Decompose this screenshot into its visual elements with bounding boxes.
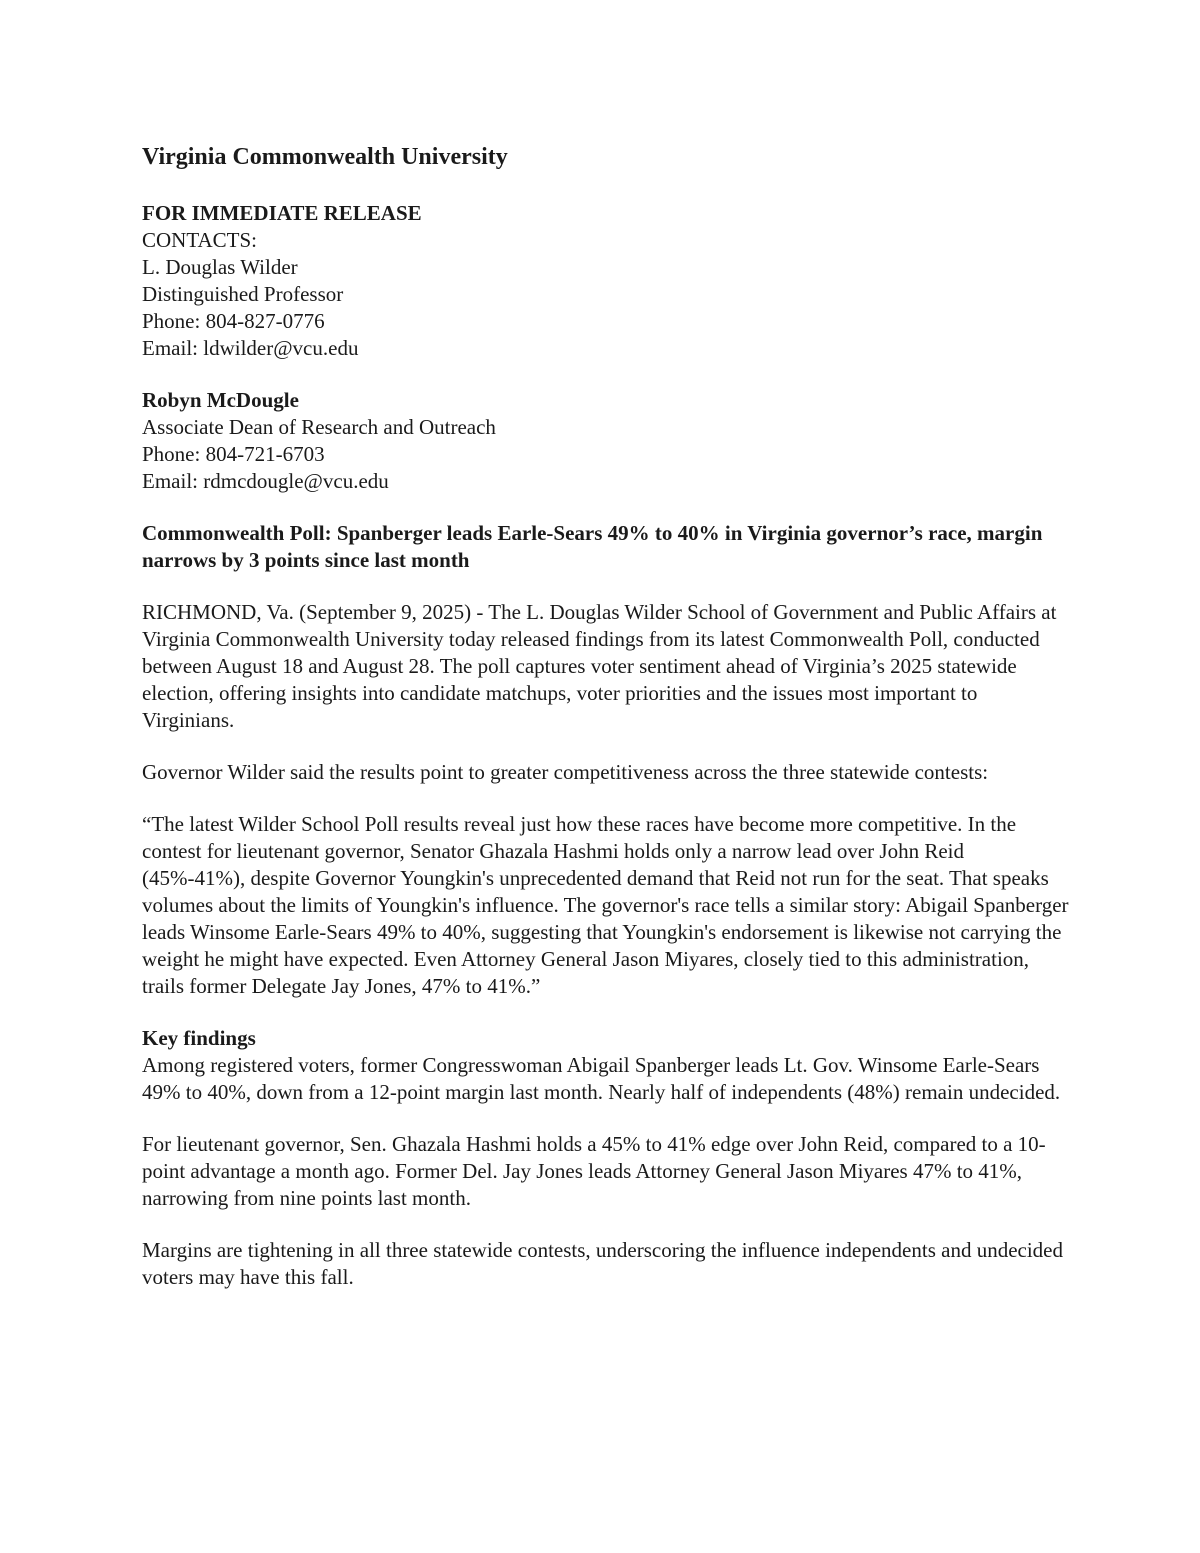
- body-paragraph: RICHMOND, Va. (September 9, 2025) - The L. Douglas Wilder School of Government and Public Affairs at Virginia Commonwealth University today released findings from its latest Commonwealth Poll, conducted between August 18 and August 28. The poll captures voter sentiment ahead of Virginia’s 2025 statewide election, offering insights into candidate matchups, voter priorities and the issues most important to Virginians.: [142, 600, 1057, 732]
- press-release-page: [142, 140, 1072, 1316]
- key-findings-heading: Key findings: [142, 1026, 256, 1050]
- second-contact-block: [142, 387, 1072, 495]
- key-findings-section: [142, 1025, 1072, 1106]
- contact-email: Email: ldwilder@vcu.edu: [142, 336, 359, 360]
- organization-name: Virginia Commonwealth University: [142, 144, 508, 170]
- contact-name: Robyn McDougle: [142, 388, 299, 412]
- key-finding-paragraph: For lieutenant governor, Sen. Ghazala Hashmi holds a 45% to 41% edge over John Reid, compared to a 10-point advantage a month ago. Former Del. Jay Jones leads Attorney General Jason Miyares 47% to 41%, narrowing from nine points last month.: [142, 1132, 1046, 1210]
- contact-title: Associate Dean of Research and Outreach: [142, 415, 496, 439]
- release-label: FOR IMMEDIATE RELEASE: [142, 201, 422, 225]
- headline: Commonwealth Poll: Spanberger leads Earle-Sears 49% to 40% in Virginia governor’s race, margin narrows by 3 points since last month: [142, 521, 1043, 572]
- contact-phone: Phone: 804-827-0776: [142, 309, 325, 333]
- key-finding-paragraph: Margins are tightening in all three statewide contests, underscoring the influence independents and undecided voters may have this fall.: [142, 1238, 1063, 1289]
- quote-paragraph: “The latest Wilder School Poll results reveal just how these races have become more competitive. In the contest for lieutenant governor, Senator Ghazala Hashmi holds only a narrow lead over John Reid (45%-41%), despite Governor Youngkin's unprecedented demand that Reid not run for the seat. That speaks volumes about the limits of Youngkin's influence. The governor's race tells a similar story: Abigail Spanberger leads Winsome Earle-Sears 49% to 40%, suggesting that Youngkin's endorsement is likewise not carrying the weight he might have expected. Even Attorney General Jason Miyares, closely tied to this administration, trails former Delegate Jay Jones, 47% to 41%.”: [142, 812, 1069, 998]
- contact-email: Email: rdmcdougle@vcu.edu: [142, 469, 389, 493]
- contact-phone: Phone: 804-721-6703: [142, 442, 325, 466]
- release-contact-block: [142, 200, 1072, 362]
- key-finding-paragraph: Among registered voters, former Congresswoman Abigail Spanberger leads Lt. Gov. Winsome Earle-Sears 49% to 40%, down from a 12-point margin last month. Nearly half of independents (48%) remain undecided.: [142, 1053, 1061, 1104]
- contact-title: Distinguished Professor: [142, 282, 344, 306]
- body-paragraph: Governor Wilder said the results point to greater competitiveness across the three statewide contests:: [142, 760, 989, 784]
- contacts-label: CONTACTS:: [142, 228, 257, 252]
- contact-name: L. Douglas Wilder: [142, 255, 298, 279]
